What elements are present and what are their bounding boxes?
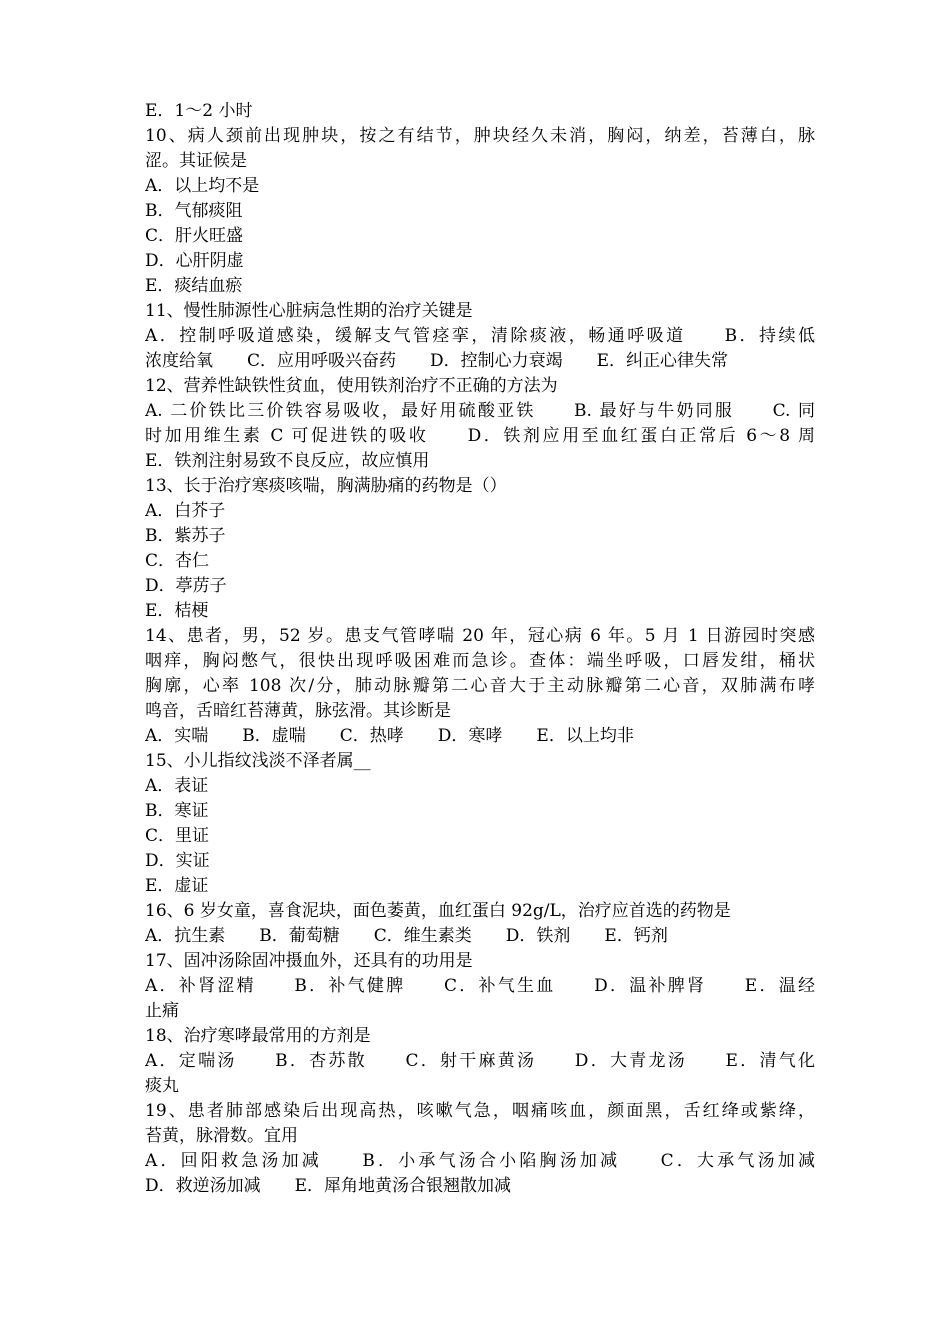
text-line: 涩。其证候是 (145, 151, 247, 171)
text-line: A．白芥子 (145, 501, 226, 521)
text-line: E．铁剂注射易致不良反应，故应慎用 (145, 451, 430, 471)
text-line: C．里证 (145, 826, 210, 846)
text-line: E．虚证 (145, 876, 209, 896)
text-line: 浓度给氧 C．应用呼吸兴奋药 D．控制心力衰竭 E．纠正心律失常 (145, 351, 729, 371)
text-line: D．葶苈子 (145, 576, 227, 596)
text-line: 止痛 (145, 1001, 179, 1021)
text-line: A．控制呼吸道感染，缓解支气管痉挛，清除痰液，畅通呼吸道 B．持续低 (145, 326, 815, 346)
text-line: A．实喘 B．虚喘 C．热哮 D．寒哮 E．以上均非 (145, 726, 634, 746)
text-line: B．气郁痰阻 (145, 201, 243, 221)
text-line: A．表证 (145, 776, 209, 796)
text-line: 16、6 岁女童，喜食泥块，面色萎黄，血红蛋白 92g/L，治疗应首选的药物是 (145, 901, 731, 921)
text-line: A. 二价铁比三价铁容易吸收，最好用硫酸亚铁 B. 最好与牛奶同服 C. 同 (145, 401, 815, 421)
text-line: 胸廓，心率 108 次/分，肺动脉瓣第二心音大于主动脉瓣第二心音，双肺满布哮 (145, 676, 815, 696)
text-line: A．定喘汤 B．杏苏散 C．射干麻黄汤 D．大青龙汤 E．清气化 (145, 1051, 815, 1071)
text-line: A．回阳救急汤加减 B．小承气汤合小陷胸汤加减 C．大承气汤加减 (145, 1151, 815, 1171)
text-line: 18、治疗寒哮最常用的方剂是 (145, 1026, 371, 1046)
text-line: 19、患者肺部感染后出现高热，咳嗽气急，咽痛咳血，颜面黑，舌红绛或紫绛， (145, 1101, 815, 1121)
text-line: C．杏仁 (145, 551, 210, 571)
document-page (145, 99, 815, 1199)
text-line: 14、患者，男，52 岁。患支气管哮喘 20 年，冠心病 6 年。5 月 1 日游园时突感 (145, 626, 815, 646)
text-line: D．心肝阴虚 (145, 251, 244, 271)
text-line: 13、长于治疗寒痰咳喘，胸满胁痛的药物是（） (145, 476, 507, 496)
text-line: A．抗生素 B．葡萄糖 C．维生素类 D．铁剂 E．钙剂 (145, 926, 668, 946)
text-line: E．桔梗 (145, 601, 209, 621)
text-line: 17、固冲汤除固冲摄血外，还具有的功用是 (145, 951, 473, 971)
text-line: 12、营养性缺铁性贫血，使用铁剂治疗不正确的方法为 (145, 376, 558, 396)
text-line: 15、小儿指纹浅淡不泽者属__ (145, 751, 371, 771)
text-line: 痰丸 (145, 1076, 179, 1096)
text-line: A．补肾涩精 B．补气健脾 C．补气生血 D．温补脾肾 E．温经 (145, 976, 815, 996)
text-line: E．痰结血瘀 (145, 276, 243, 296)
text-line: C．肝火旺盛 (145, 226, 244, 246)
text-line: D．实证 (145, 851, 210, 871)
text-line: 苔黄，脉滑数。宜用 (145, 1126, 298, 1146)
text-line: 时加用维生素 C 可促进铁的吸收 D．铁剂应用至血红蛋白正常后 6～8 周 (145, 426, 815, 446)
text-line: B．紫苏子 (145, 526, 226, 546)
text-line: D．救逆汤加减 E．犀角地黄汤合银翘散加减 (145, 1176, 512, 1196)
text-line: A．以上均不是 (145, 176, 260, 196)
text-line: 咽痒，胸闷憋气，很快出现呼吸困难而急诊。查体：端坐呼吸，口唇发绀，桶状 (145, 651, 815, 671)
text-line: 10、病人颈前出现肿块，按之有结节，肿块经久未消，胸闷，纳差，苔薄白，脉 (145, 126, 815, 146)
text-line: B．寒证 (145, 801, 209, 821)
text-line: E．1～2 小时 (145, 101, 253, 121)
text-line: 11、慢性肺源性心脏病急性期的治疗关键是 (145, 301, 473, 321)
text-line: 鸣音，舌暗红苔薄黄，脉弦滑。其诊断是 (145, 701, 451, 721)
